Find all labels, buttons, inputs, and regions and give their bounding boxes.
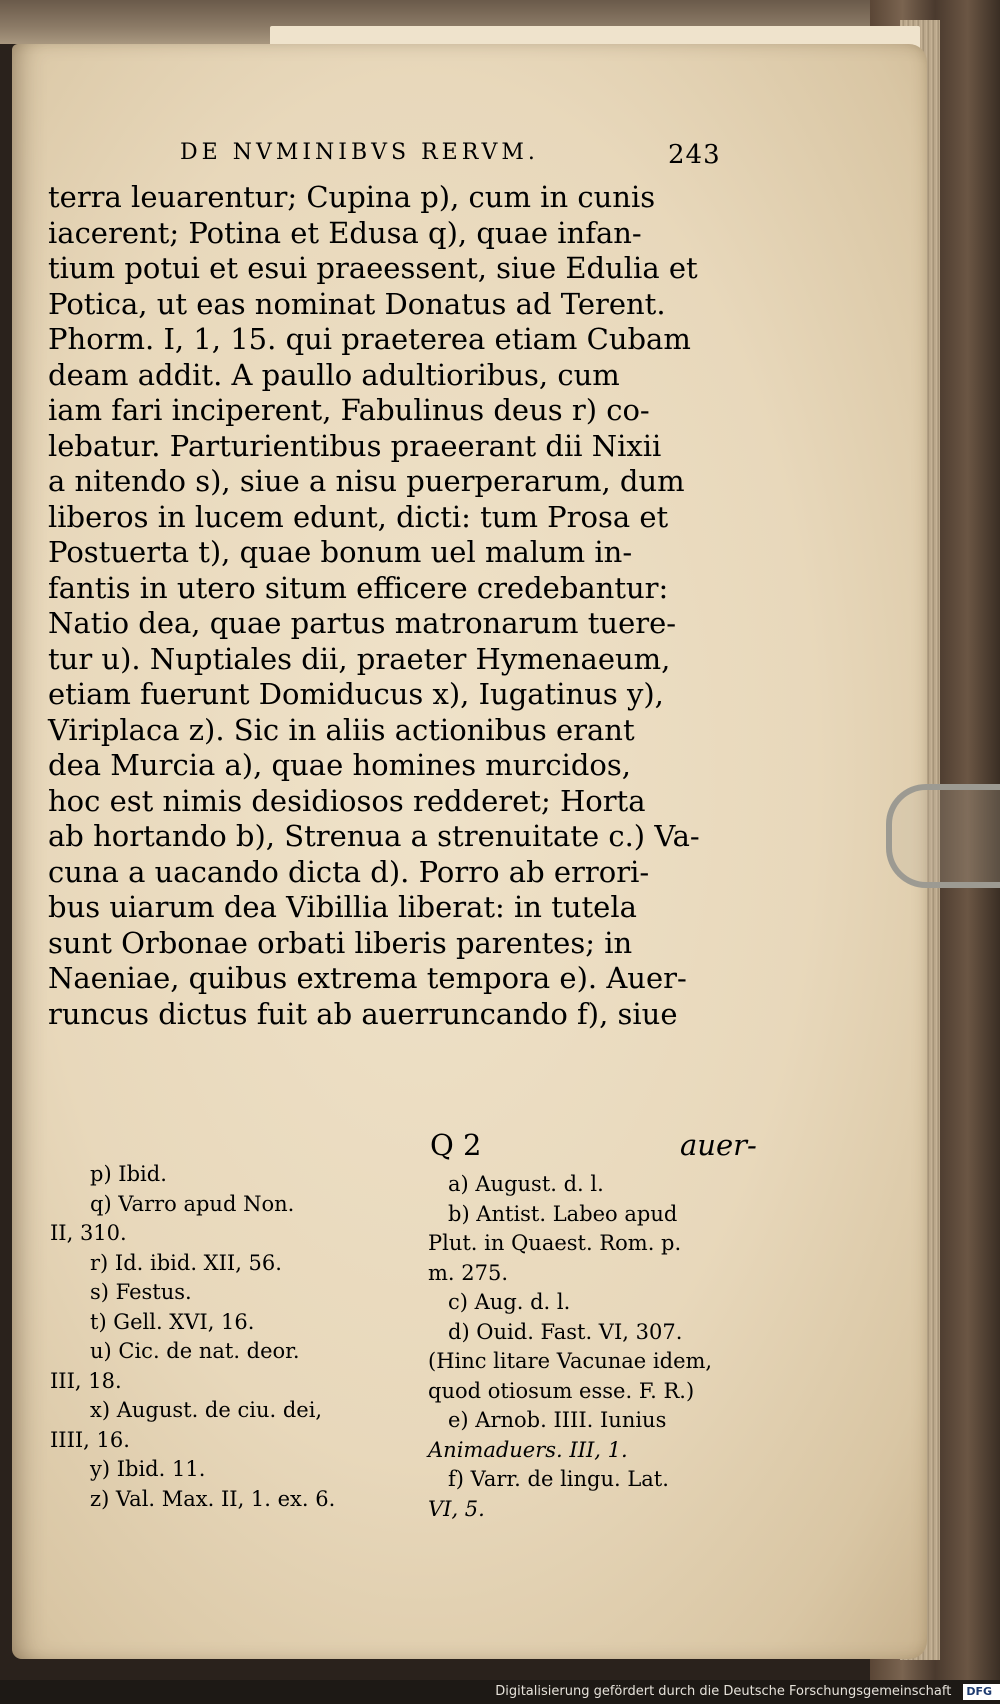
text-line: Natio dea, quae partus matronarum tuere- [48, 606, 677, 640]
footnote: e) Arnob. IIII. Iunius [448, 1408, 667, 1432]
footnote: b) Antist. Labeo apud [448, 1201, 678, 1226]
text-line: iam fari inciperent, Fabulinus deus r) co- [48, 393, 650, 427]
text-line: tium potui et esui praeessent, siue Edulia et [48, 251, 698, 285]
footnote: c) Aug. d. l. [448, 1290, 571, 1314]
footnote: (Hinc litare Vacunae idem, [428, 1349, 713, 1373]
footnote: z) Val. Max. II, 1. ex. 6. [90, 1486, 336, 1511]
dfg-logo: DFG [963, 1684, 1000, 1700]
text-line: a nitendo s), siue a nisu puerperarum, dum [48, 464, 685, 498]
footer-text: Digitalisierung gefördert durch die Deutsche Forschungsgemeinschaft [495, 1684, 952, 1699]
footnote: a) August. d. l. [448, 1172, 604, 1196]
book-clasp [886, 784, 1000, 888]
text-line: cuna a uacando dicta d). Porro ab errori- [48, 854, 650, 889]
footnote: u) Cic. de nat. deor. [90, 1339, 300, 1363]
footnote: s) Festus. [90, 1280, 192, 1304]
text-line: bus uiarum dea Vibillia liberat: in tutela [48, 890, 637, 924]
text-line: hoc est nimis desidiosos redderet; Horta [48, 783, 646, 818]
text-line: ab hortando b), Strenua a strenuitate c.) Va- [48, 819, 700, 853]
text-line: dea Murcia a), quae homines murcidos, [48, 748, 631, 782]
text-line: deam addit. A paullo adultioribus, cum [48, 357, 620, 392]
text-line: Potica, ut eas nominat Donatus ad Terent. [48, 286, 666, 321]
footnote: y) Ibid. 11. [90, 1457, 206, 1481]
running-title: DE NVMINIBVS RERVM. [180, 140, 539, 165]
footnote: q) Varro apud Non. [90, 1191, 295, 1216]
footnote: III, 18. [50, 1368, 122, 1393]
text-line: lebatur. Parturientibus praeerant dii Nixii [48, 428, 662, 463]
text-line: terra leuarentur; Cupina p), cum in cunis [48, 180, 656, 214]
footnote: Plut. in Quaest. Rom. p. [428, 1231, 682, 1255]
footnote: p) Ibid. [90, 1162, 167, 1186]
footnotes-right [428, 1170, 768, 1524]
footnote: m. 275. [428, 1260, 509, 1285]
text-line: iacerent; Potina et Edusa q), quae infan- [48, 215, 642, 250]
catchword: auer- [680, 1128, 757, 1162]
text-line: Naeniae, quibus extrema tempora e). Auer- [48, 961, 687, 995]
footnote: d) Ouid. Fast. VI, 307. [448, 1319, 683, 1344]
footnote: IIII, 16. [50, 1427, 130, 1452]
text-line: Viriplaca z). Sic in aliis actionibus erant [48, 712, 635, 747]
text-line: tur u). Nuptiales dii, praeter Hymenaeum, [48, 641, 671, 676]
footnote: t) Gell. XVI, 16. [90, 1309, 255, 1334]
signature-mark: Q 2 [430, 1128, 482, 1162]
footnote: f) Varr. de lingu. Lat. [448, 1467, 669, 1491]
page-number: 243 [668, 140, 721, 170]
text-line: etiam fuerunt Domiducus x), Iugatinus y), [48, 677, 664, 711]
footnote: r) Id. ibid. XII, 56. [90, 1250, 282, 1275]
footnote: II, 310. [50, 1221, 127, 1245]
footnote: x) August. de ciu. dei, [90, 1398, 323, 1422]
footnote: quod otiosum esse. F. R.) [428, 1378, 695, 1403]
digitization-footer [0, 1680, 1000, 1704]
text-line: Phorm. I, 1, 15. qui praeterea etiam Cubam [48, 322, 691, 356]
text-line: fantis in utero situm efficere credebantur: [48, 570, 669, 605]
text-line: runcus dictus fuit ab auerruncando f), siue [48, 996, 678, 1031]
footnote: Animaduers. III, 1. [428, 1437, 628, 1462]
text-line: sunt Orbonae orbati liberis parentes; in [48, 925, 633, 960]
text-line: Postuerta t), quae bonum uel malum in- [48, 535, 633, 569]
main-text [48, 180, 748, 1032]
text-line: liberos in lucem edunt, dicti: tum Prosa et [48, 499, 669, 534]
footnote: VI, 5. [428, 1496, 485, 1521]
footnotes-left [50, 1160, 410, 1514]
